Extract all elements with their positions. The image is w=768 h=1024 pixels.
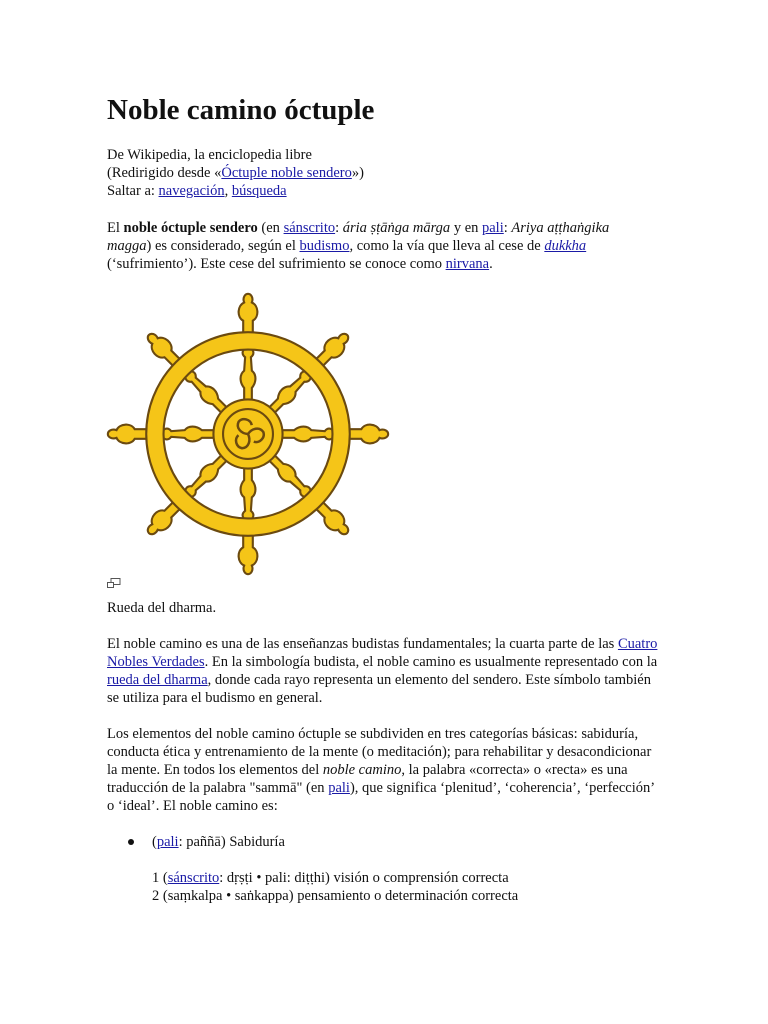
- link-sanscrito-2[interactable]: sánscrito: [167, 870, 220, 886]
- sub-item-1: [107, 869, 667, 887]
- para2-text: . En la simbología budista, el noble camino es usualmente representado con la: [204, 654, 658, 670]
- jump-search-link[interactable]: búsqueda: [231, 183, 287, 199]
- para2-text: , donde cada rayo representa un elemento del sendero. Este símbolo también se utiliza para el budismo en general.: [107, 672, 651, 706]
- link-cuatro-nobles-verdades[interactable]: Cuatro Nobles Verdades: [107, 636, 658, 670]
- list-text: (: [152, 834, 157, 850]
- sub-item-text: : dṛṣṭi • pali: diṭṭhi) visión o comprensión correcta: [219, 870, 509, 886]
- redirect-prefix: (Redirigido desde «: [107, 165, 222, 181]
- intro-italic-term: Ariya aṭṭhaṅgika magga: [107, 220, 610, 254]
- dharma-wheel-image[interactable]: [104, 288, 392, 580]
- redirect-suffix: »): [351, 165, 364, 181]
- sub-item-text: 1 (: [152, 870, 168, 886]
- intro-text: ) es considerado, según el: [146, 238, 300, 254]
- path-list: [107, 833, 667, 851]
- para3-text: , la palabra «correcta» o «recta» es una traducción de la palabra "sammā" (en: [107, 762, 628, 796]
- image-caption: Rueda del dharma.: [107, 600, 217, 616]
- link-budismo[interactable]: budismo: [299, 238, 350, 254]
- link-pali[interactable]: pali: [482, 220, 504, 236]
- intro-text: El: [107, 220, 124, 236]
- link-rueda-del-dharma[interactable]: rueda del dharma: [107, 672, 208, 688]
- intro-text: .: [489, 256, 493, 272]
- enlarge-icon[interactable]: [107, 578, 121, 588]
- link-dukkha[interactable]: dukkha: [544, 238, 587, 254]
- jump-line: [107, 182, 667, 200]
- article-header: [107, 146, 667, 200]
- intro-text: (en: [257, 220, 284, 236]
- paragraph-2: [107, 635, 662, 707]
- link-pali-2[interactable]: pali: [328, 780, 350, 796]
- link-pali-3[interactable]: pali: [156, 834, 179, 850]
- intro-bold-term: noble óctuple sendero: [123, 220, 258, 236]
- intro-text: :: [335, 220, 343, 236]
- para3-text: Los elementos del noble camino óctuple se subdividen en tres categorías básicas: sabiduría, conducta ética y entrenamiento de la mente (o meditación); para rehabilitar y desacondicionar la mente. En todos los elementos del: [107, 726, 652, 778]
- intro-text: :: [503, 220, 512, 236]
- intro-text: y en: [450, 220, 482, 236]
- redirect-link[interactable]: Óctuple noble sendero: [221, 165, 352, 181]
- jump-navigation-link[interactable]: navegación: [158, 183, 225, 199]
- redirect-line: [107, 164, 667, 182]
- list-item-sabiduria: [107, 833, 667, 851]
- link-sanscrito[interactable]: sánscrito: [283, 220, 336, 236]
- para3-italic: noble camino: [322, 762, 402, 778]
- list-text: : paññā) Sabiduría: [178, 834, 285, 850]
- sub-list: [107, 869, 667, 905]
- paragraph-3: [107, 725, 662, 815]
- sub-item-2: 2 (saṃkalpa • saṅkappa) pensamiento o determinación correcta: [152, 888, 519, 904]
- page-title: Noble camino óctuple: [107, 94, 375, 126]
- link-nirvana[interactable]: nirvana: [445, 256, 490, 272]
- jump-prefix: Saltar a:: [107, 183, 159, 199]
- intro-paragraph: [107, 219, 647, 273]
- source-line: De Wikipedia, la enciclopedia libre: [107, 147, 312, 163]
- intro-text: , como la vía que lleva al cese de: [349, 238, 545, 254]
- para2-text: El noble camino es una de las enseñanzas budistas fundamentales; la cuarta parte de las: [107, 636, 618, 652]
- para3-text: ), que significa ‘plenitud’, ‘coherencia’, ‘perfección’ o ‘ideal’. El noble camino es:: [107, 780, 655, 814]
- intro-text: (‘sufrimiento’). Este cese del sufrimiento se conoce como: [107, 256, 446, 272]
- jump-separator: ,: [224, 183, 232, 199]
- intro-italic-term: ária ṣṭāṅga mārga: [342, 220, 451, 236]
